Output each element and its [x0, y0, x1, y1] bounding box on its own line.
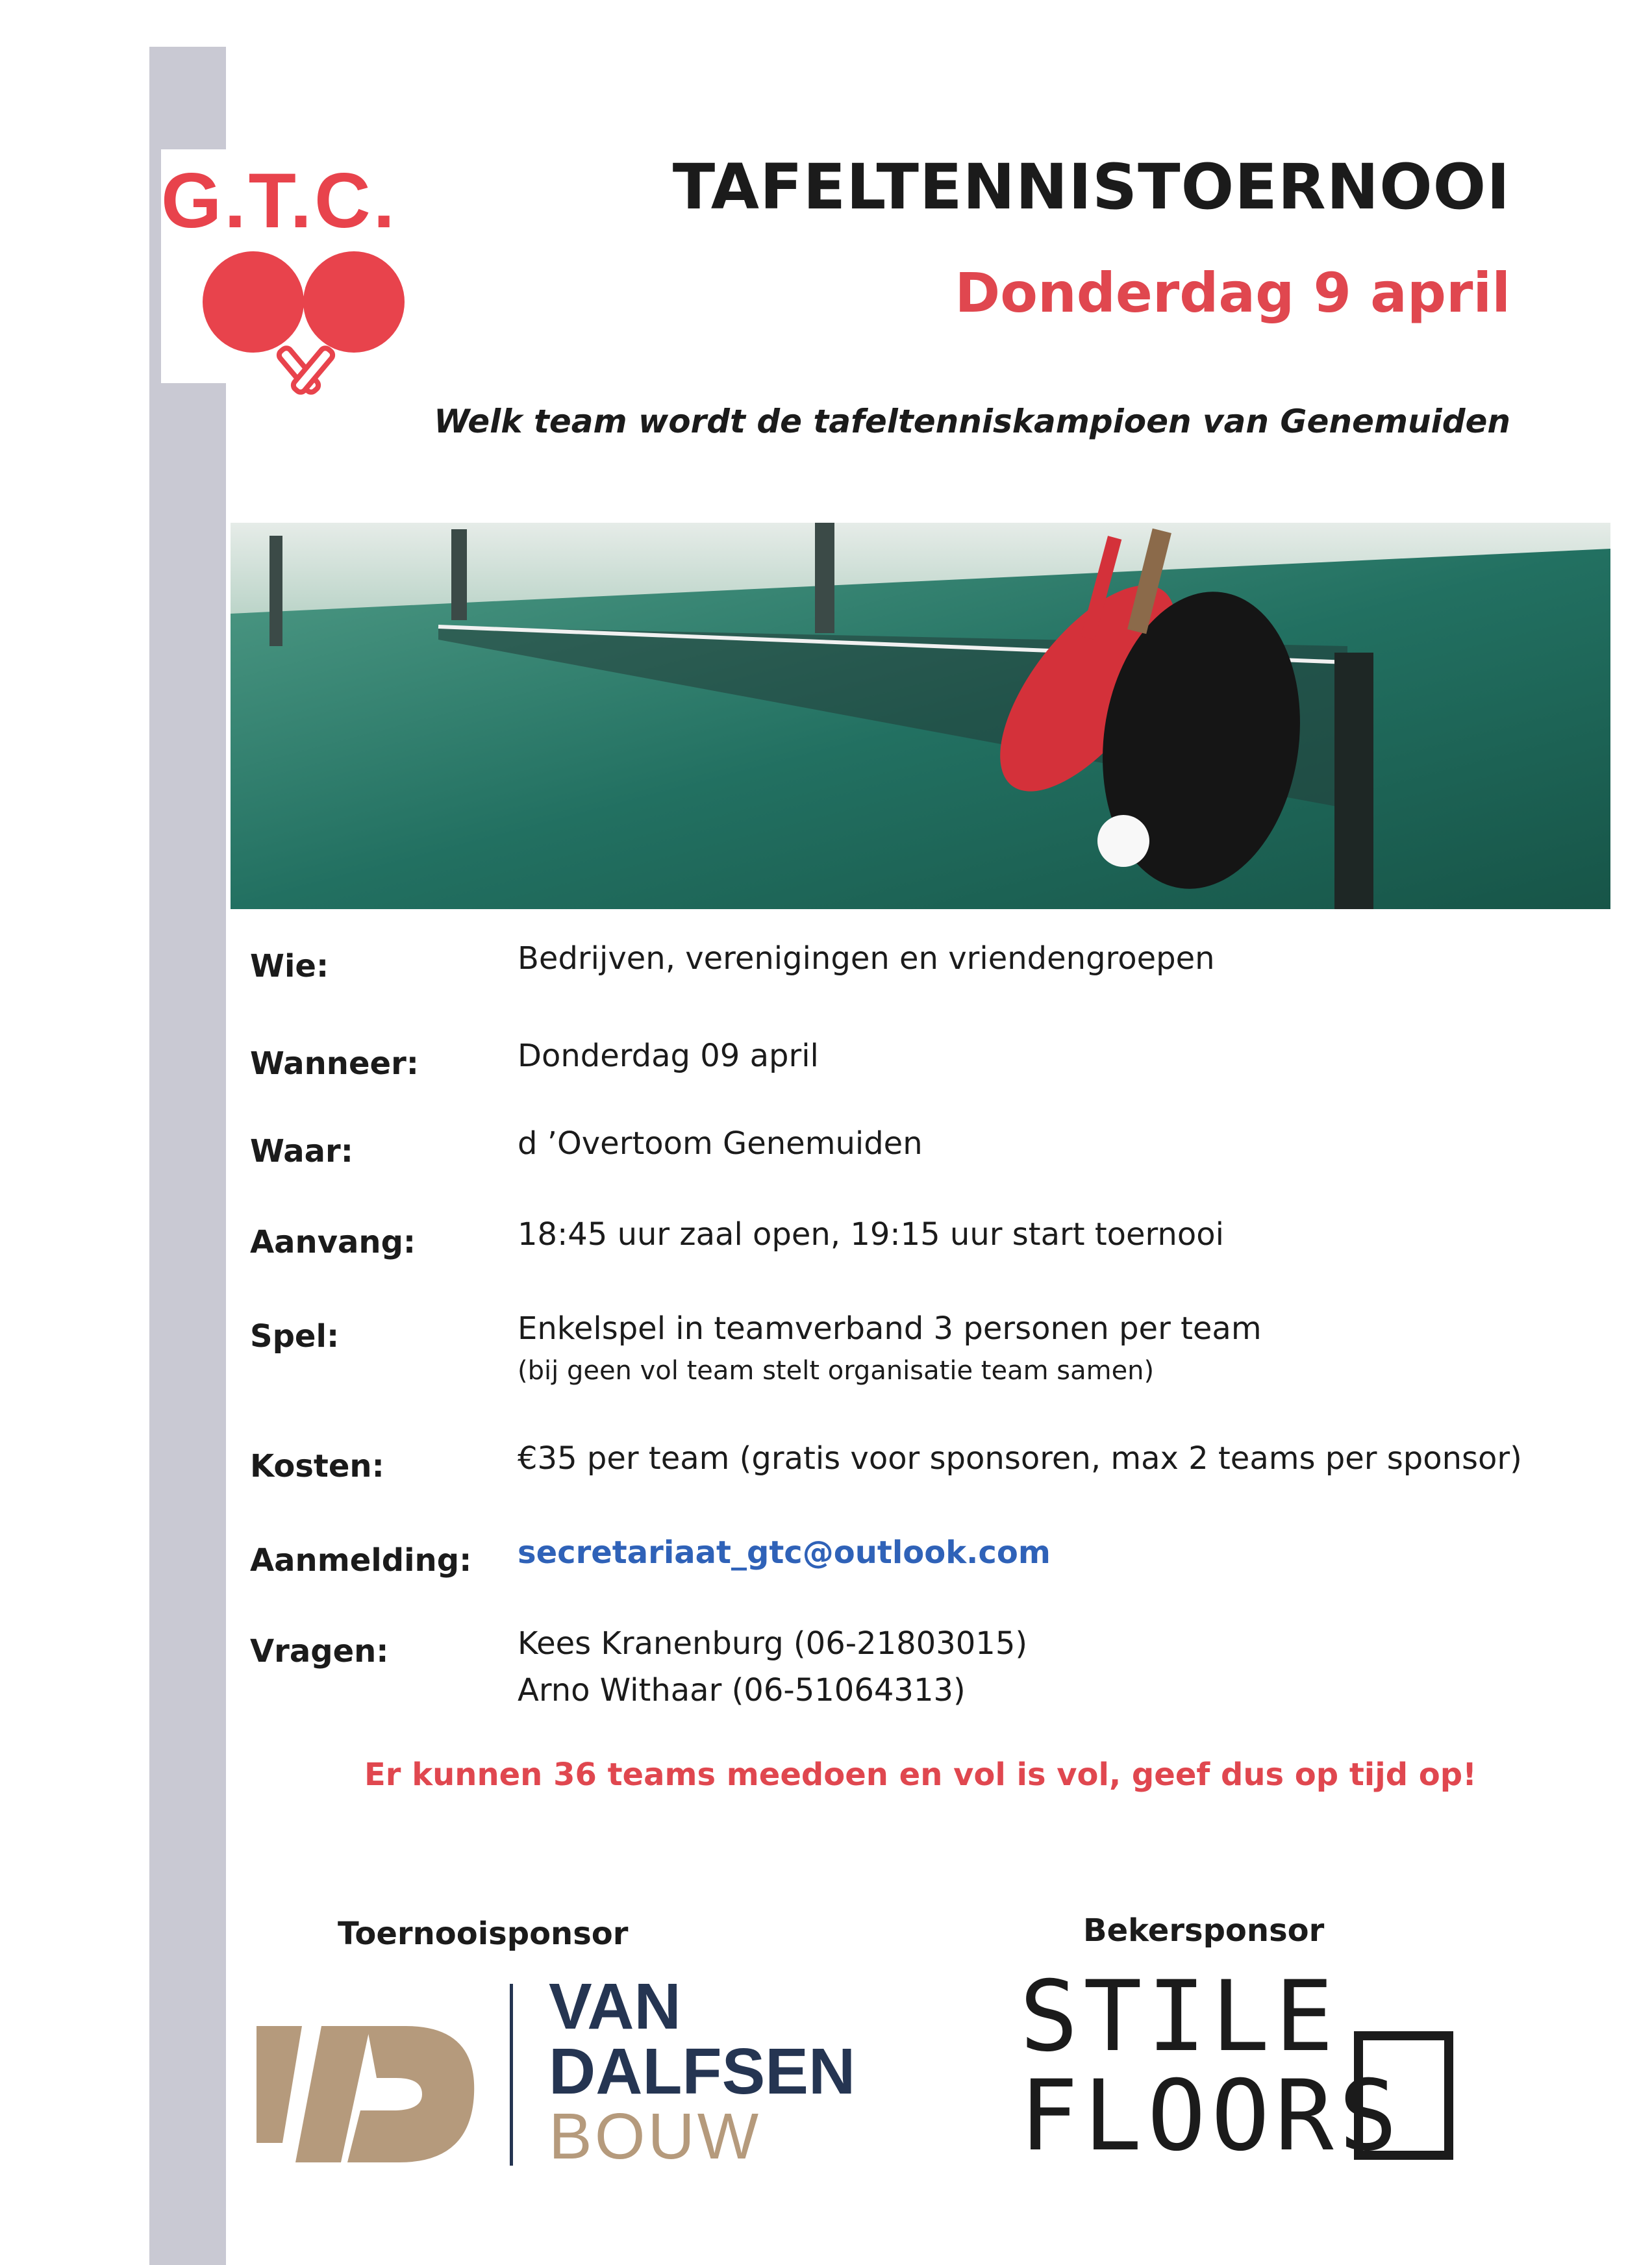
logo-line-bouw: BOUW	[549, 2100, 762, 2173]
detail-label: Aanvang:	[250, 1224, 416, 1260]
detail-label: Vragen:	[250, 1633, 389, 1670]
stile-floors-logo	[1020, 1960, 1403, 2173]
detail-label: Aanmelding:	[250, 1542, 472, 1579]
detail-label: Wie:	[250, 948, 329, 984]
trophy-sponsor-heading: Bekersponsor	[1083, 1912, 1325, 1949]
logo-line-floors: FLOORS	[1020, 2060, 1403, 2173]
detail-label: Waar:	[250, 1133, 353, 1170]
contact-1: Kees Kranenburg (06-21803015)	[518, 1625, 1028, 1662]
capacity-warning: Er kunnen 36 teams meedoen en vol is vol, geef dus op tijd op!	[364, 1757, 1477, 1793]
logo-separator	[510, 1984, 513, 2166]
detail-note: (bij geen vol team stelt organisatie team samen)	[518, 1356, 1155, 1386]
table-tennis-photo	[231, 523, 1610, 909]
detail-value: Enkelspel in teamverband 3 personen per team	[518, 1310, 1262, 1347]
detail-value: d ’Overtoom Genemuiden	[518, 1125, 923, 1162]
detail-label: Wanneer:	[250, 1045, 419, 1082]
logo-line-stile: STILE	[1020, 1960, 1339, 2073]
contact-2: Arno Withaar (06-51064313)	[518, 1672, 966, 1708]
square-outline-icon	[1354, 2031, 1453, 2160]
detail-value: Bedrijven, verenigingen en vriendengroepen	[518, 940, 1215, 977]
event-date: Donderdag 9 april	[955, 261, 1510, 325]
detail-value: Donderdag 09 april	[518, 1038, 819, 1074]
club-logo-text: G.T.C.	[161, 157, 398, 244]
van-dalfsen-bouw-logo	[549, 1970, 856, 2173]
detail-value: 18:45 uur zaal open, 19:15 uur start toernooi	[518, 1216, 1224, 1253]
logo-line-van: VAN	[549, 1970, 681, 2043]
detail-value: €35 per team (gratis voor sponsoren, max 2 teams per sponsor)	[518, 1440, 1522, 1477]
tournament-sponsor-heading: Toernooisponsor	[338, 1916, 629, 1952]
detail-label: Spel:	[250, 1318, 340, 1355]
detail-label: Kosten:	[250, 1448, 384, 1484]
ping-pong-paddles-icon	[195, 247, 416, 396]
tagline: Welk team wordt de tafeltenniskampioen van Genemuiden	[434, 403, 1510, 440]
van-dalfsen-bouw-mark-icon	[257, 1981, 477, 2169]
signup-email-link[interactable]: secretariaat_gtc@outlook.com	[518, 1534, 1051, 1571]
page-title: TAFELTENNISTOERNOOI	[672, 151, 1510, 223]
logo-line-dalfsen: DALFSEN	[549, 2035, 856, 2108]
